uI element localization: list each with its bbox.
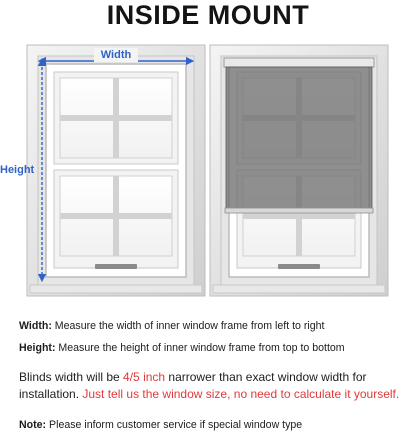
height-instruction xyxy=(19,341,411,355)
blinds-note-red-sentence: Just tell us the window size, no need to calculate it yourself. xyxy=(82,387,400,401)
page-title: INSIDE MOUNT xyxy=(106,0,310,30)
width-instruction-text: Measure the width of inner window frame from left to right xyxy=(51,320,325,332)
roller-blind xyxy=(224,58,374,213)
blinds-width-note xyxy=(19,369,411,403)
right-window xyxy=(210,45,388,296)
height-instruction-label: Height: xyxy=(19,342,56,354)
width-instruction xyxy=(19,319,411,333)
height-instruction-text: Measure the height of inner window frame from top to bottom xyxy=(55,342,345,354)
width-label: Width xyxy=(100,49,132,61)
special-window-note xyxy=(19,418,411,432)
note-label: Note: xyxy=(19,419,47,431)
blinds-note-highlight: 4/5 inch xyxy=(123,370,166,384)
note-text: Please inform customer service if special window type xyxy=(46,419,303,431)
blinds-note-part2: narrower than exact window width for installation. xyxy=(19,370,367,401)
left-window xyxy=(27,45,205,296)
height-label: Height xyxy=(0,164,35,176)
window-illustration xyxy=(0,36,416,306)
blinds-note-part1: Blinds width will be xyxy=(19,370,124,384)
width-instruction-label: Width: xyxy=(19,320,52,332)
